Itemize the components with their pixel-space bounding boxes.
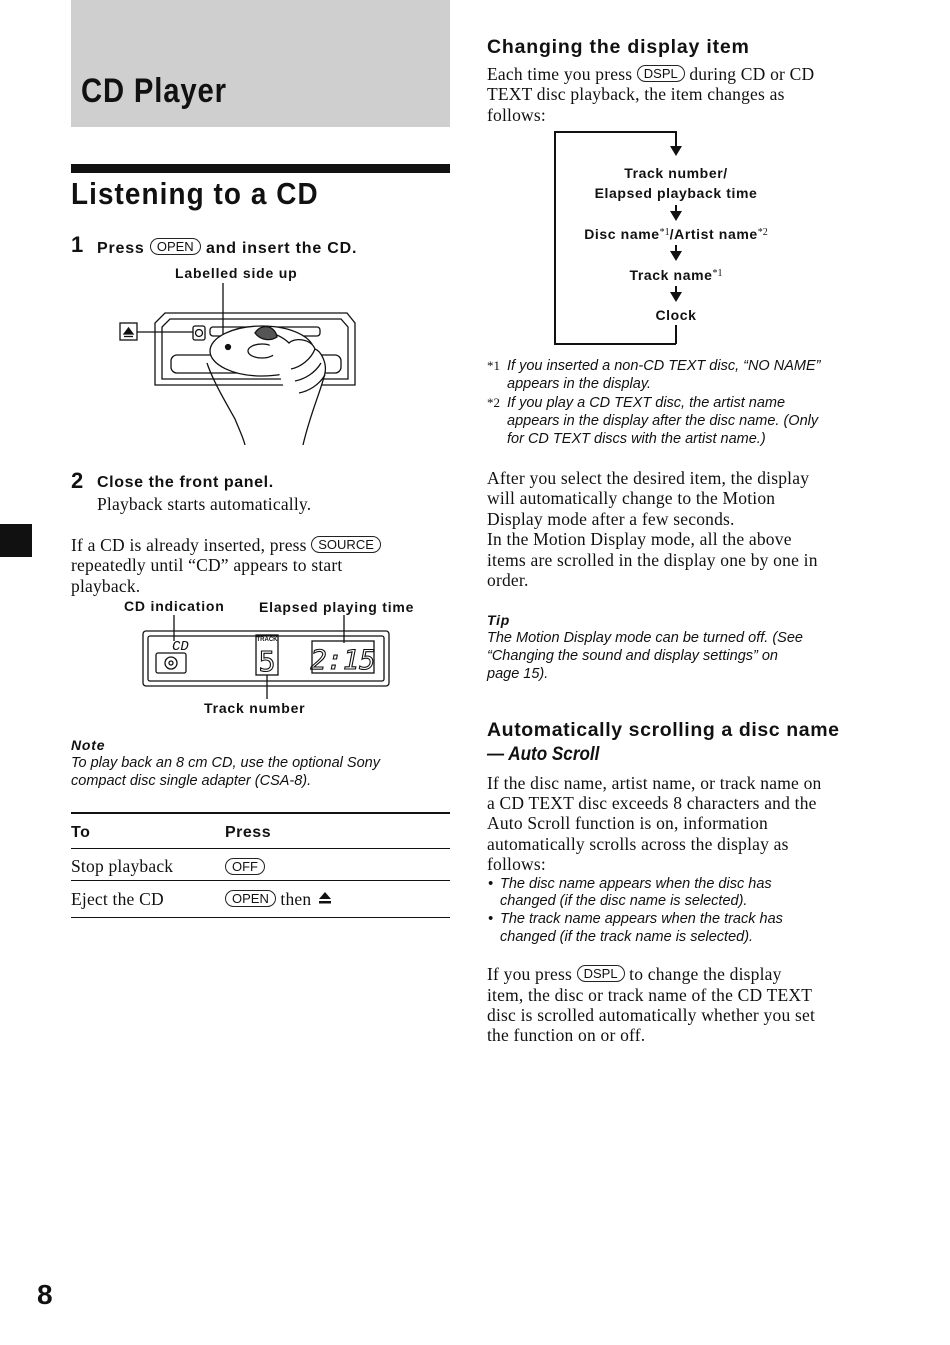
flow-arrow-3 xyxy=(670,251,682,261)
last-line1 xyxy=(487,964,782,985)
auto-scroll-line: Auto Scroll function is on, information xyxy=(487,813,768,833)
flow-loop-top xyxy=(554,131,676,133)
track-tag: TRACK xyxy=(256,637,278,643)
step-1-number: 1 xyxy=(71,232,84,257)
section-title: CD Player xyxy=(81,72,227,110)
footnote-mark: *2 xyxy=(487,395,500,410)
last-line: the function on or off. xyxy=(487,1025,646,1045)
intro-before: Each time you press xyxy=(487,64,633,84)
bullet-line: changed (if the track name is selected). xyxy=(500,929,754,945)
row-key-cell xyxy=(225,858,265,878)
bullet-line: The track name appears when the track has xyxy=(500,911,783,927)
row-key-cell xyxy=(225,889,332,910)
auto-scroll-line: If the disc name, artist name, or track name on xyxy=(487,773,822,793)
elapsed-playing-time-label: Elapsed playing time xyxy=(259,599,415,615)
already-inserted-line1 xyxy=(71,535,381,556)
footnote-line: If you inserted a non-CD TEXT disc, “NO NAME” xyxy=(507,358,821,374)
cd-indication-label: CD indication xyxy=(124,598,225,614)
main-heading: Listening to a CD xyxy=(71,176,319,211)
note-line1: To play back an 8 cm CD, use the optional Sony xyxy=(71,755,380,771)
flow-mark-3: *1 xyxy=(712,268,723,279)
header-to: To xyxy=(71,823,91,841)
step-2-title: Close the front panel. xyxy=(97,474,274,491)
already-inserted-line2: repeatedly until “CD” appears to start xyxy=(71,555,343,575)
footnote-line: appears in the display. xyxy=(507,376,652,392)
after-line: Display mode after a few seconds. xyxy=(487,509,735,529)
last-before: If you press xyxy=(487,964,573,984)
last-after: to change the display xyxy=(629,964,782,984)
footnote-line: appears in the display after the disc name. (Only xyxy=(507,413,819,429)
bullet-dot: • xyxy=(488,876,494,892)
flow-arrow-2 xyxy=(670,211,682,221)
tip-line: page 15). xyxy=(487,666,549,682)
track-number-label: Track number xyxy=(204,700,306,716)
bullet-dot: • xyxy=(488,911,494,927)
track-digit: 5 xyxy=(258,645,276,678)
flow-disc-name: Disc name xyxy=(584,226,660,242)
after-line: In the Motion Display mode, all the above xyxy=(487,529,792,549)
flow-arrow-1 xyxy=(670,146,682,156)
open-key-table: OPEN xyxy=(225,890,276,907)
table-row xyxy=(71,849,450,881)
cd-insert-illustration xyxy=(115,283,375,448)
last-line: disc is scrolled automatically whether you set xyxy=(487,1005,816,1025)
bullet-line: The disc name appears when the disc has xyxy=(500,876,772,892)
auto-scroll-line: a CD TEXT disc exceeds 8 characters and the xyxy=(487,793,817,813)
then-text: then xyxy=(280,888,312,909)
footnote-line: If you play a CD TEXT disc, the artist name xyxy=(507,395,786,411)
already-inserted-line3: playback. xyxy=(71,576,141,596)
row-action: Eject the CD xyxy=(71,888,164,909)
auto-scroll-heading: Automatically scrolling a disc name xyxy=(487,719,840,741)
already-inserted-text: If a CD is already inserted, press xyxy=(71,535,307,555)
display-item-intro-line2: TEXT disc playback, the item changes as xyxy=(487,84,785,104)
flow-arrow-stem xyxy=(675,131,677,147)
table-row xyxy=(71,881,450,918)
flow-arrow-4 xyxy=(670,292,682,302)
off-key: OFF xyxy=(225,858,265,875)
flow-item-track-name xyxy=(551,264,801,285)
source-key: SOURCE xyxy=(311,536,381,553)
cd-glyph: CD xyxy=(172,639,189,655)
flow-mark-2: *2 xyxy=(757,227,768,238)
auto-scroll-line: follows: xyxy=(487,854,546,874)
display-flow-diagram xyxy=(551,131,801,345)
intro-after: during CD or CD xyxy=(689,64,815,84)
step-2-detail: Playback starts automatically. xyxy=(97,494,312,514)
page-number: 8 xyxy=(37,1279,53,1310)
header-press: Press xyxy=(225,823,272,841)
auto-scroll-line: automatically scrolls across the display as xyxy=(487,834,789,854)
display-diagram xyxy=(140,615,392,705)
display-item-intro-line3: follows: xyxy=(487,105,546,125)
open-key: OPEN xyxy=(150,238,201,255)
flow-loop-bottom xyxy=(554,343,676,345)
after-line: order. xyxy=(487,570,529,590)
dspl-key: DSPL xyxy=(637,65,685,82)
dspl-key-2: DSPL xyxy=(577,965,625,982)
note-title: Note xyxy=(71,737,106,753)
step-2-number: 2 xyxy=(71,468,84,493)
labelled-side-up-callout: Labelled side up xyxy=(175,265,298,281)
eject-icon xyxy=(318,889,332,910)
section-tab-marker xyxy=(0,524,32,557)
flow-item-track-number: Track number/ xyxy=(624,165,728,181)
flow-item-disc-artist xyxy=(551,223,801,244)
step-1-text xyxy=(97,238,357,258)
flow-track-name: Track name xyxy=(629,267,713,283)
tip-title: Tip xyxy=(487,612,511,628)
footnote-mark: *1 xyxy=(487,358,500,373)
display-item-intro-line1 xyxy=(487,64,814,85)
after-line: items are scrolled in the display one by one in xyxy=(487,550,818,570)
note-line2: compact disc single adapter (CSA-8). xyxy=(71,773,312,789)
last-line: item, the disc or track name of the CD TEXT xyxy=(487,985,813,1005)
table-header-row xyxy=(71,814,450,849)
row-action: Stop playback xyxy=(71,855,174,876)
step-1-text-after: and insert the CD. xyxy=(205,240,358,257)
tip-line: “Changing the sound and display settings” on xyxy=(487,648,778,664)
flow-item-elapsed: Elapsed playback time xyxy=(594,185,758,201)
display-item-heading: Changing the display item xyxy=(487,36,750,58)
after-line: After you select the desired item, the display xyxy=(487,468,810,488)
press-table xyxy=(71,812,450,918)
heading-rule xyxy=(71,164,450,173)
footnote-line: for CD TEXT discs with the artist name.) xyxy=(507,431,766,447)
flow-item-clock: Clock xyxy=(655,307,697,323)
tip-line: The Motion Display mode can be turned off. (See xyxy=(487,630,803,646)
bullet-line: changed (if the disc name is selected). xyxy=(500,893,748,909)
flow-artist-name: /Artist name xyxy=(669,226,758,242)
time-digits: 2:15 xyxy=(310,645,376,676)
after-line: will automatically change to the Motion xyxy=(487,488,776,508)
auto-scroll-subheading: — Auto Scroll xyxy=(487,744,600,765)
flow-loop-return xyxy=(675,325,677,344)
step-1-text-before: Press xyxy=(97,240,145,257)
flow-mark-1: *1 xyxy=(659,227,670,238)
